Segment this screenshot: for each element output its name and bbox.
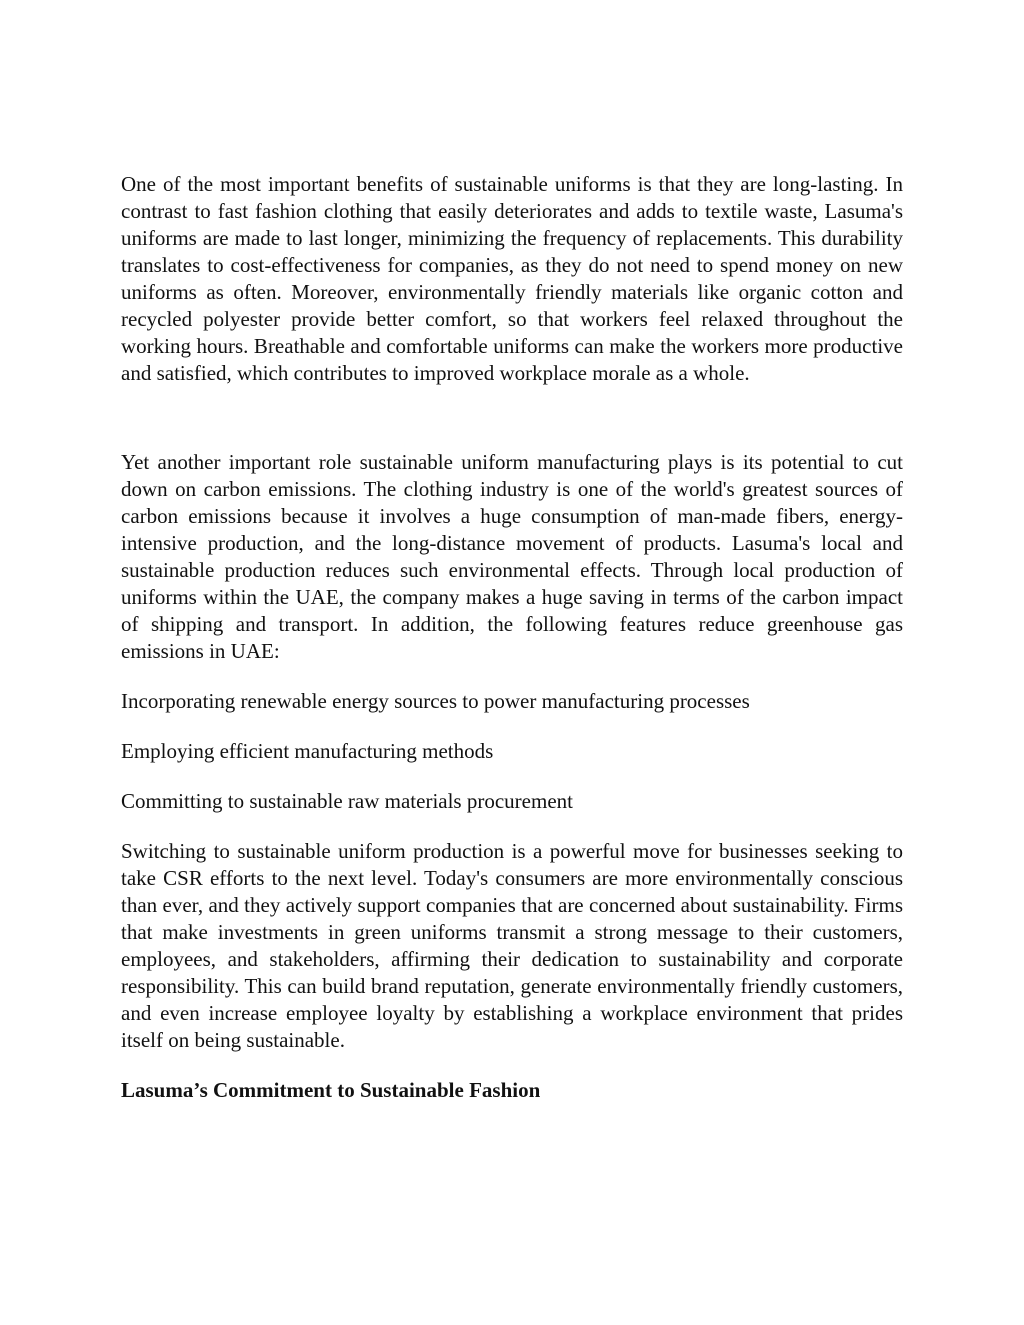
feature-item-renewable-energy: Incorporating renewable energy sources to power manufacturing processes [121,689,750,713]
paragraph-carbon-emissions: Yet another important role sustainable uniform manufacturing plays is its potential to cut down on carbon emissions. The clothing industry is one of the world's greatest sources of carbon emissions because it involves a huge consumption of man-made fibers, energy-intensive production, and the long-distance movement of products. Lasuma's local and sustainable production reduces such environmental effects. Through local production of uniforms within the UAE, the company makes a huge saving in terms of the carbon impact of shipping and transport. In addition, the following features reduce greenhouse gas emissions in UAE: [121,450,903,663]
feature-item-raw-materials: Committing to sustainable raw materials procurement [121,789,573,813]
paragraph-durability: One of the most important benefits of sustainable uniforms is that they are long-lasting. In contrast to fast fashion clothing that easily deteriorates and adds to textile waste, Lasuma's uniforms are made to last longer, minimizing the frequency of replacements. This durability translates to cost-effectiveness for companies, as they do not need to spend money on new uniforms as often. Moreover, environmentally friendly materials like organic cotton and recycled polyester provide better comfort, so that workers feel relaxed throughout the working hours. Breathable and comfortable uniforms can make the workers more productive and satisfied, which contributes to improved workplace morale as a whole. [121,172,903,385]
section-heading: Lasuma’s Commitment to Sustainable Fashion [121,1078,541,1102]
feature-item-efficient-methods: Employing efficient manufacturing methods [121,739,494,763]
document-body [121,171,903,1104]
paragraph-csr: Switching to sustainable uniform production is a powerful move for businesses seeking to take CSR efforts to the next level. Today's consumers are more environmentally conscious than ever, and they actively support companies that are concerned about sustainability. Firms that make investments in green uniforms transmit a strong message to their customers, employees, and stakeholders, affirming their dedication to sustainability and corporate responsibility. This can build brand reputation, generate environmentally friendly customers, and even increase employee loyalty by establishing a workplace environment that prides itself on being sustainable. [121,839,903,1052]
paragraph-spacer [121,387,903,449]
